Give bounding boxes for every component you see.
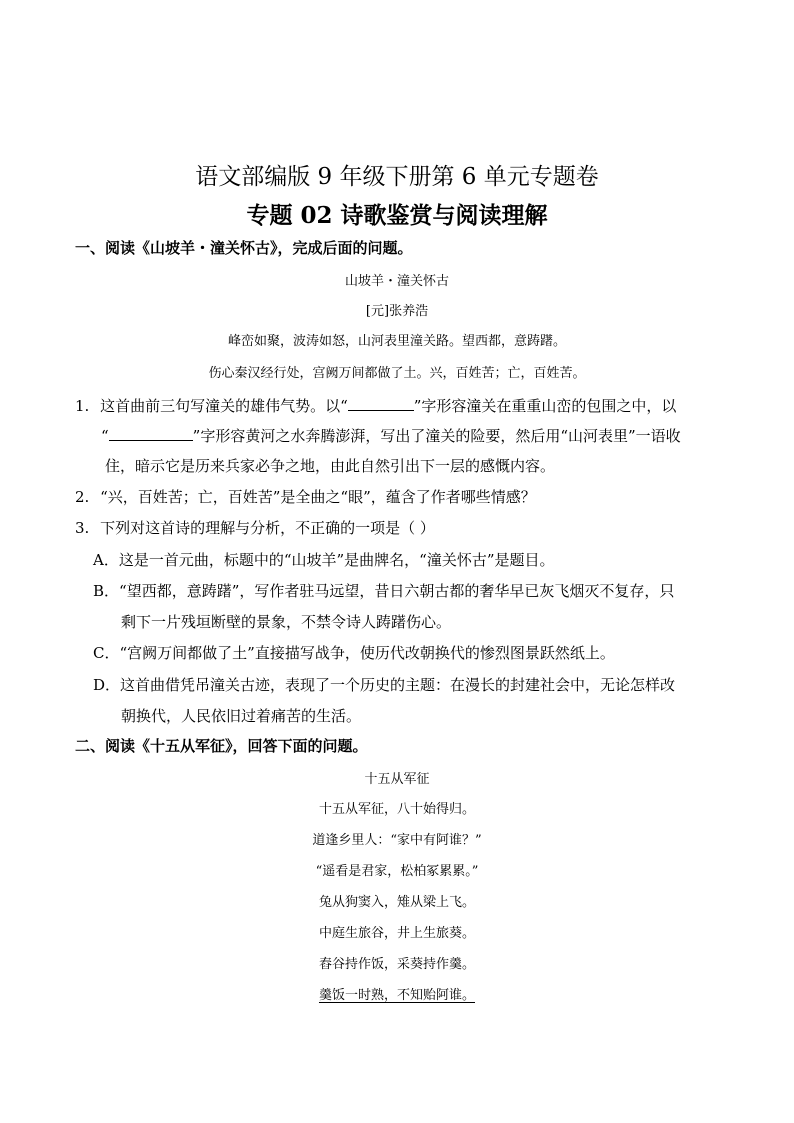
section-2-heading: 二、阅读《十五从军征》，回答下面的问题。 [75,737,368,755]
option-c[interactable] [93,641,615,665]
option-label: C． [93,644,120,662]
option-label: B． [93,582,120,600]
question-text: 下列对这首诗的理解与分析，不正确的一项是（ ） [100,519,435,537]
option-text: 这首曲借凭吊潼关古迹，表现了一个历史的主题：在漫长的封建社会中，无论怎样改 [120,676,676,694]
question-1-line-1 [75,394,676,418]
poem-2-line: “遥看是君家，松柏冢累累。” [315,864,479,879]
question-2 [75,485,536,509]
question-3 [75,516,435,540]
poem-2-line: 道逢乡里人：“家中有阿谁？” [312,833,482,848]
document-subtitle: 专题 02 诗歌鉴赏与阅读理解 [246,202,548,229]
option-text: 这是一首元曲，标题中的“山坡羊”是曲牌名，“潼关怀古”是题目。 [118,551,555,569]
option-label: D． [93,676,121,694]
option-a[interactable] [93,548,555,572]
option-text: “望西都，意踌躇”，写作者驻马远望，昔日六朝古都的奢华早已灰飞烟灭不复存，只 [119,582,675,600]
question-number: 3. [75,519,90,537]
poem-1-title: 山坡羊・潼关怀古 [344,274,449,289]
option-b-continued: 剩下一片残垣断壁的景象，不禁令诗人踌躇伤心。 [121,613,452,631]
question-text: ”字形容黄河之水奔腾澎湃，写出了潼关的险要，然后用“山河表里”一语收 [192,427,681,445]
section-1-heading: 一、阅读《山坡羊・潼关怀古》，完成后面的问题。 [75,239,413,257]
question-number: 2. [75,488,90,506]
option-text: “宫阙万间都做了土”直接描写战争，使历代改朝换代的惨烈图景跃然纸上。 [119,644,615,662]
poem-2-line: 十五从军征，八十始得归。 [318,802,475,817]
option-d-continued: 朝换代，人民依旧过着痛苦的生活。 [121,707,362,725]
question-text: 这首曲前三句写潼关的雄伟气势。以“ [100,397,348,415]
poem-2-line: 中庭生旅谷，井上生旅葵。 [318,926,475,941]
question-1-line-3: 住，暗示它是历来兵家必争之地，由此自然引出下一层的感慨内容。 [105,457,556,475]
poem-1-line: 峰峦如聚，波涛如怒，山河表里潼关路。望西都，意踌躇。 [227,334,566,349]
question-1-line-2 [101,424,681,448]
poem-2-line: 舂谷持作饭，采葵持作羹。 [318,957,475,972]
poem-2-line-underlined [0,986,794,1006]
poem-2-title: 十五从军征 [364,772,430,787]
answer-blank[interactable] [109,424,193,441]
poem-1-line: 伤心秦汉经行处，宫阙万间都做了土。兴，百姓苦；亡，百姓苦。 [208,366,586,381]
option-d[interactable] [93,673,675,697]
option-b[interactable] [93,579,674,603]
poem-2-line: 羹饭一时熟，不知贻阿谁。 [318,988,475,1003]
question-text: “兴，百姓苦；亡，百姓苦”是全曲之“眼”，蕴含了作者哪些情感？ [100,488,536,506]
answer-blank[interactable] [348,394,414,411]
poem-1-author: [元]张养浩 [365,304,429,319]
question-text: “ [101,427,109,445]
question-number: 1. [75,397,90,415]
poem-2-line: 兔从狗窦入，雉从梁上飞。 [318,895,475,910]
question-text: ”字形容潼关在重重山峦的包围之中，以 [413,397,677,415]
document-title: 语文部编版 9 年级下册第 6 单元专题卷 [195,164,599,190]
option-label: A． [93,551,119,569]
